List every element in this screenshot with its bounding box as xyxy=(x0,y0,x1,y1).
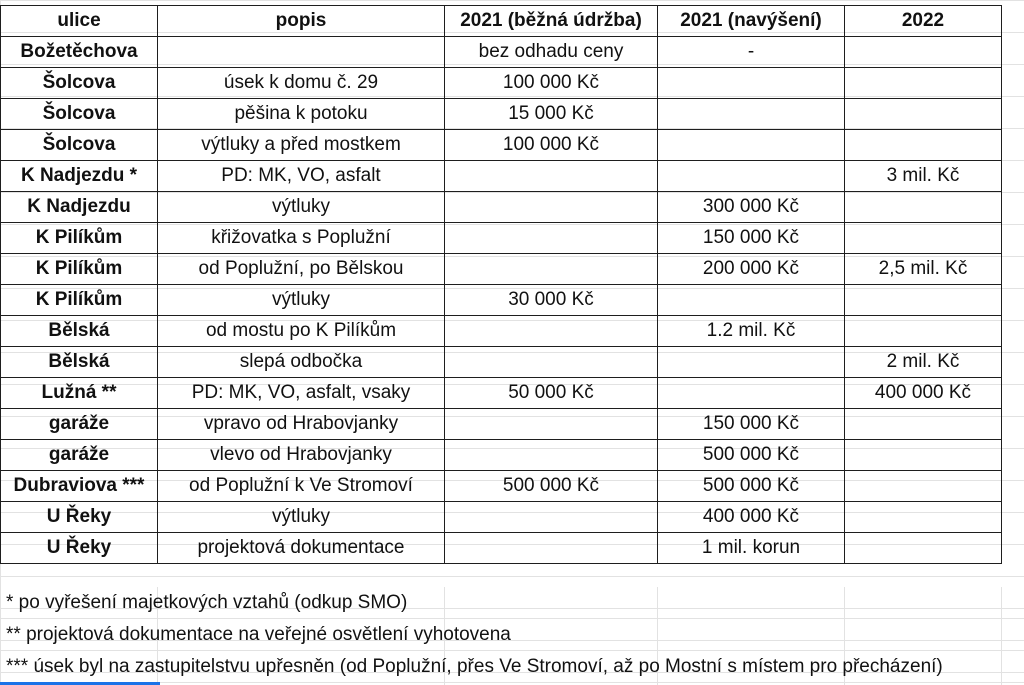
header-cell-2022[interactable]: 2022 xyxy=(845,6,1002,37)
cell-ulice[interactable]: Šolcova xyxy=(1,99,158,130)
cell-2021-navyseni[interactable] xyxy=(658,130,845,161)
cell-2021-navyseni[interactable] xyxy=(658,285,845,316)
table-row xyxy=(1,471,1002,502)
cell-2022[interactable] xyxy=(845,471,1002,502)
cell-popis[interactable]: vpravo od Hrabovjanky xyxy=(158,409,445,440)
cell-popis[interactable]: vlevo od Hrabovjanky xyxy=(158,440,445,471)
cell-2021-udrzba[interactable]: 30 000 Kč xyxy=(445,285,658,316)
cell-2021-navyseni[interactable]: 1 mil. korun xyxy=(658,533,845,564)
cell-2021-navyseni[interactable]: 500 000 Kč xyxy=(658,440,845,471)
cell-2021-udrzba[interactable] xyxy=(445,533,658,564)
table-row xyxy=(1,502,1002,533)
cell-2022[interactable] xyxy=(845,99,1002,130)
cell-ulice[interactable]: Bělská xyxy=(1,347,158,378)
table-row xyxy=(1,68,1002,99)
cell-ulice[interactable]: U Řeky xyxy=(1,502,158,533)
cell-2022[interactable] xyxy=(845,285,1002,316)
cell-ulice[interactable]: K Nadjezdu * xyxy=(1,161,158,192)
cell-2021-udrzba[interactable]: bez odhadu ceny xyxy=(445,37,658,68)
table-row xyxy=(1,192,1002,223)
cell-2021-udrzba[interactable] xyxy=(445,347,658,378)
cell-ulice[interactable]: K Nadjezdu xyxy=(1,192,158,223)
cell-2022[interactable]: 2 mil. Kč xyxy=(845,347,1002,378)
cell-2022[interactable] xyxy=(845,223,1002,254)
cell-popis[interactable]: PD: MK, VO, asfalt xyxy=(158,161,445,192)
cell-2021-udrzba[interactable] xyxy=(445,409,658,440)
cell-popis[interactable]: PD: MK, VO, asfalt, vsaky xyxy=(158,378,445,409)
cell-popis[interactable]: pěšina k potoku xyxy=(158,99,445,130)
cell-2022[interactable] xyxy=(845,502,1002,533)
table-row xyxy=(1,161,1002,192)
cell-ulice[interactable]: Lužná ** xyxy=(1,378,158,409)
cell-2021-navyseni[interactable]: 1.2 mil. Kč xyxy=(658,316,845,347)
cell-2021-navyseni[interactable]: - xyxy=(658,37,845,68)
header-cell-2021-navyseni[interactable]: 2021 (navýšení) xyxy=(658,6,845,37)
cell-popis[interactable]: od Poplužní, po Bělskou xyxy=(158,254,445,285)
cell-2021-navyseni[interactable]: 150 000 Kč xyxy=(658,409,845,440)
cell-2021-navyseni[interactable] xyxy=(658,347,845,378)
cell-2021-udrzba[interactable] xyxy=(445,192,658,223)
cell-popis[interactable]: výtluky xyxy=(158,502,445,533)
header-cell-popis[interactable]: popis xyxy=(158,6,445,37)
table-row xyxy=(1,99,1002,130)
cell-ulice[interactable]: U Řeky xyxy=(1,533,158,564)
header-cell-2021-udrzba[interactable]: 2021 (běžná údržba) xyxy=(445,6,658,37)
cell-2021-navyseni[interactable]: 200 000 Kč xyxy=(658,254,845,285)
table-row xyxy=(1,316,1002,347)
cell-2021-navyseni[interactable] xyxy=(658,378,845,409)
cell-2021-udrzba[interactable]: 100 000 Kč xyxy=(445,68,658,99)
cell-2021-udrzba[interactable] xyxy=(445,502,658,533)
footnote-3[interactable]: *** úsek byl na zastupitelstvu upřesněn (od Poplužní, přes Ve Stromoví, až po Mostní s místem pro přecházení) xyxy=(0,651,1024,683)
header-cell-ulice[interactable]: ulice xyxy=(1,6,158,37)
table-row xyxy=(1,440,1002,471)
cell-2022[interactable]: 3 mil. Kč xyxy=(845,161,1002,192)
cell-2021-navyseni[interactable] xyxy=(658,99,845,130)
cell-popis[interactable]: úsek k domu č. 29 xyxy=(158,68,445,99)
footnote-2[interactable]: ** projektová dokumentace na veřejné osvětlení vyhotovena xyxy=(0,619,1024,651)
cell-popis[interactable]: slepá odbočka xyxy=(158,347,445,378)
cell-2021-navyseni[interactable] xyxy=(658,68,845,99)
table-row xyxy=(1,130,1002,161)
cell-2021-udrzba[interactable] xyxy=(445,316,658,347)
table-row xyxy=(1,347,1002,378)
cell-2021-udrzba[interactable] xyxy=(445,161,658,192)
cell-popis[interactable] xyxy=(158,37,445,68)
cell-2022[interactable]: 400 000 Kč xyxy=(845,378,1002,409)
cell-2021-udrzba[interactable]: 500 000 Kč xyxy=(445,471,658,502)
cell-popis[interactable]: výtluky a před mostkem xyxy=(158,130,445,161)
cell-2022[interactable] xyxy=(845,440,1002,471)
cell-2021-udrzba[interactable] xyxy=(445,254,658,285)
cell-ulice[interactable]: Božetěchova xyxy=(1,37,158,68)
cell-2021-navyseni[interactable]: 400 000 Kč xyxy=(658,502,845,533)
cell-2022[interactable] xyxy=(845,37,1002,68)
cell-popis[interactable]: od Poplužní k Ve Stromoví xyxy=(158,471,445,502)
cell-2022[interactable] xyxy=(845,409,1002,440)
cell-ulice[interactable]: K Pilíkům xyxy=(1,223,158,254)
cell-ulice[interactable]: Šolcova xyxy=(1,130,158,161)
cell-2022[interactable] xyxy=(845,192,1002,223)
cell-popis[interactable]: křižovatka s Poplužní xyxy=(158,223,445,254)
table-row xyxy=(1,378,1002,409)
cell-ulice[interactable]: garáže xyxy=(1,440,158,471)
footnotes xyxy=(0,587,1024,683)
cell-popis[interactable]: výtluky xyxy=(158,285,445,316)
table-row xyxy=(1,533,1002,564)
cell-2021-udrzba[interactable] xyxy=(445,223,658,254)
cell-2021-udrzba[interactable]: 100 000 Kč xyxy=(445,130,658,161)
cell-ulice[interactable]: K Pilíkům xyxy=(1,285,158,316)
table-row xyxy=(1,37,1002,68)
cell-2021-navyseni[interactable]: 150 000 Kč xyxy=(658,223,845,254)
road-maintenance-table xyxy=(0,5,1002,564)
cell-ulice[interactable]: Šolcova xyxy=(1,68,158,99)
table-row xyxy=(1,254,1002,285)
cell-ulice[interactable]: Dubraviova *** xyxy=(1,471,158,502)
table-row xyxy=(1,223,1002,254)
cell-2021-navyseni[interactable]: 500 000 Kč xyxy=(658,471,845,502)
footnote-1[interactable]: * po vyřešení majetkových vztahů (odkup SMO) xyxy=(0,587,1024,619)
cell-ulice[interactable]: garáže xyxy=(1,409,158,440)
cell-2021-udrzba[interactable]: 15 000 Kč xyxy=(445,99,658,130)
cell-2021-navyseni[interactable]: 300 000 Kč xyxy=(658,192,845,223)
cell-2021-navyseni[interactable] xyxy=(658,161,845,192)
cell-2022[interactable] xyxy=(845,130,1002,161)
cell-2022[interactable]: 2,5 mil. Kč xyxy=(845,254,1002,285)
cell-ulice[interactable]: K Pilíkům xyxy=(1,254,158,285)
header-row xyxy=(1,6,1002,37)
cell-2022[interactable] xyxy=(845,316,1002,347)
cell-ulice[interactable]: Bělská xyxy=(1,316,158,347)
cell-2021-udrzba[interactable]: 50 000 Kč xyxy=(445,378,658,409)
table-row xyxy=(1,285,1002,316)
cell-popis[interactable]: výtluky xyxy=(158,192,445,223)
cell-2021-udrzba[interactable] xyxy=(445,440,658,471)
cell-popis[interactable]: od mostu po K Pilíkům xyxy=(158,316,445,347)
table-row xyxy=(1,409,1002,440)
cell-popis[interactable]: projektová dokumentace xyxy=(158,533,445,564)
cell-2022[interactable] xyxy=(845,533,1002,564)
cell-2022[interactable] xyxy=(845,68,1002,99)
